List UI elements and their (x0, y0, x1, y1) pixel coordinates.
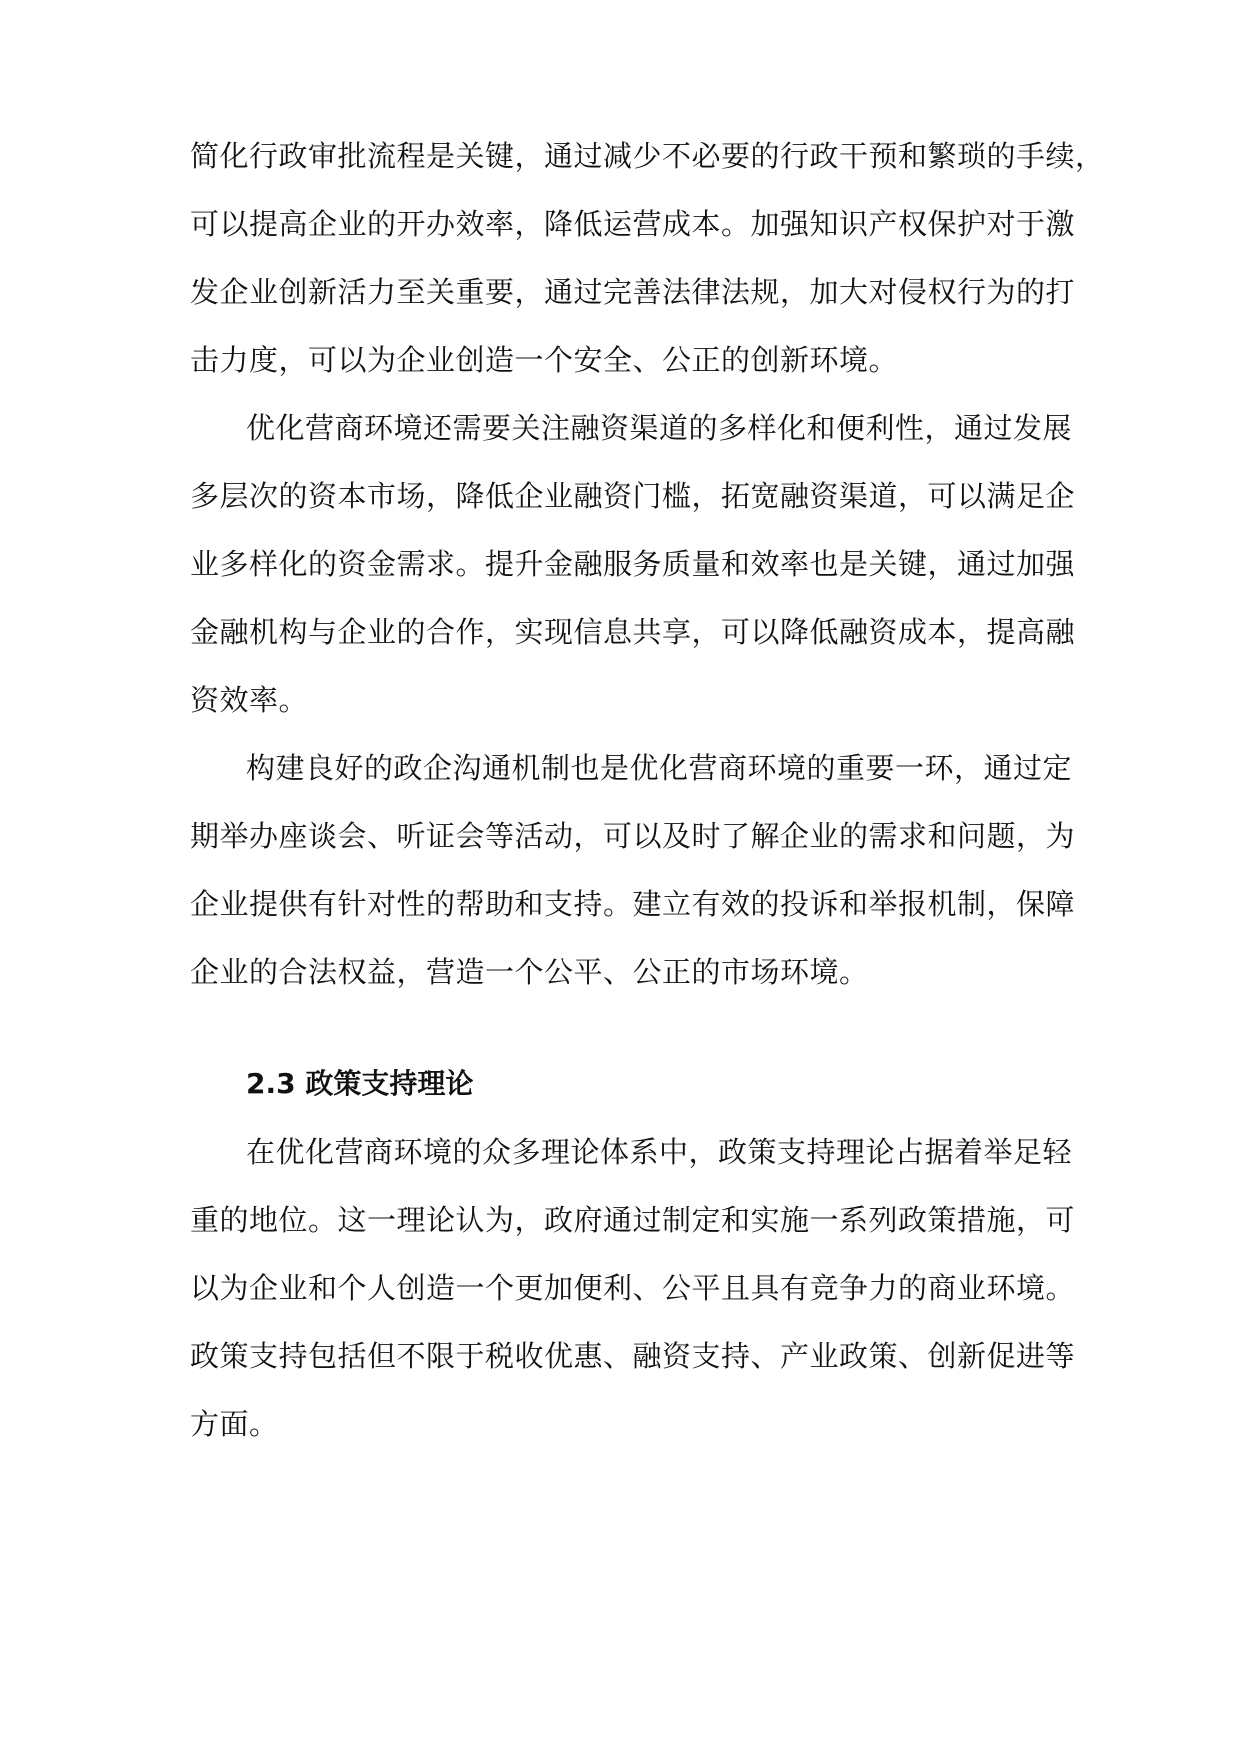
section-paragraph-line-1: 在优化营商环境的众多理论体系中，政策支持理论占据着举足轻 (246, 1135, 1073, 1169)
paragraph-1-line-1: 简化行政审批流程是关键，通过减少不必要的行政干预和繁琐的手续， (190, 139, 1105, 173)
section-paragraph-line-4: 政策支持包括但不限于税收优惠、融资支持、产业政策、创新促进等 (190, 1339, 1076, 1373)
section-paragraph-line-5: 方面。 (190, 1407, 279, 1441)
paragraph-2-line-5: 资效率。 (190, 683, 309, 717)
section-paragraph-line-3: 以为企业和个人创造一个更加便利、公平且具有竞争力的商业环境。 (190, 1271, 1076, 1305)
paragraph-3-line-4: 企业的合法权益，营造一个公平、公正的市场环境。 (190, 955, 869, 989)
paragraph-3-line-3: 企业提供有针对性的帮助和支持。建立有效的投诉和举报机制，保障 (190, 887, 1076, 921)
paragraph-1-line-2: 可以提高企业的开办效率，降低运营成本。加强知识产权保护对于激 (190, 207, 1076, 241)
section-heading: 2.3 政策支持理论 (246, 1067, 474, 1100)
section-paragraph-line-2: 重的地位。这一理论认为，政府通过制定和实施一系列政策措施，可 (190, 1203, 1076, 1237)
paragraph-3-line-2: 期举办座谈会、听证会等活动，可以及时了解企业的需求和问题，为 (190, 819, 1076, 853)
paragraph-1-line-4: 击力度，可以为企业创造一个安全、公正的创新环境。 (190, 343, 899, 377)
paragraph-2-line-4: 金融机构与企业的合作，实现信息共享，可以降低融资成本，提高融 (190, 615, 1076, 649)
paragraph-2-line-1: 优化营商环境还需要关注融资渠道的多样化和便利性，通过发展 (246, 411, 1073, 445)
paragraph-2-line-2: 多层次的资本市场，降低企业融资门槛，拓宽融资渠道，可以满足企 (190, 479, 1076, 513)
paragraph-1-line-3: 发企业创新活力至关重要，通过完善法律法规，加大对侵权行为的打 (190, 275, 1076, 309)
paragraph-3-line-1: 构建良好的政企沟通机制也是优化营商环境的重要一环，通过定 (246, 751, 1073, 785)
paragraph-2-line-3: 业多样化的资金需求。提升金融服务质量和效率也是关键，通过加强 (190, 547, 1076, 581)
